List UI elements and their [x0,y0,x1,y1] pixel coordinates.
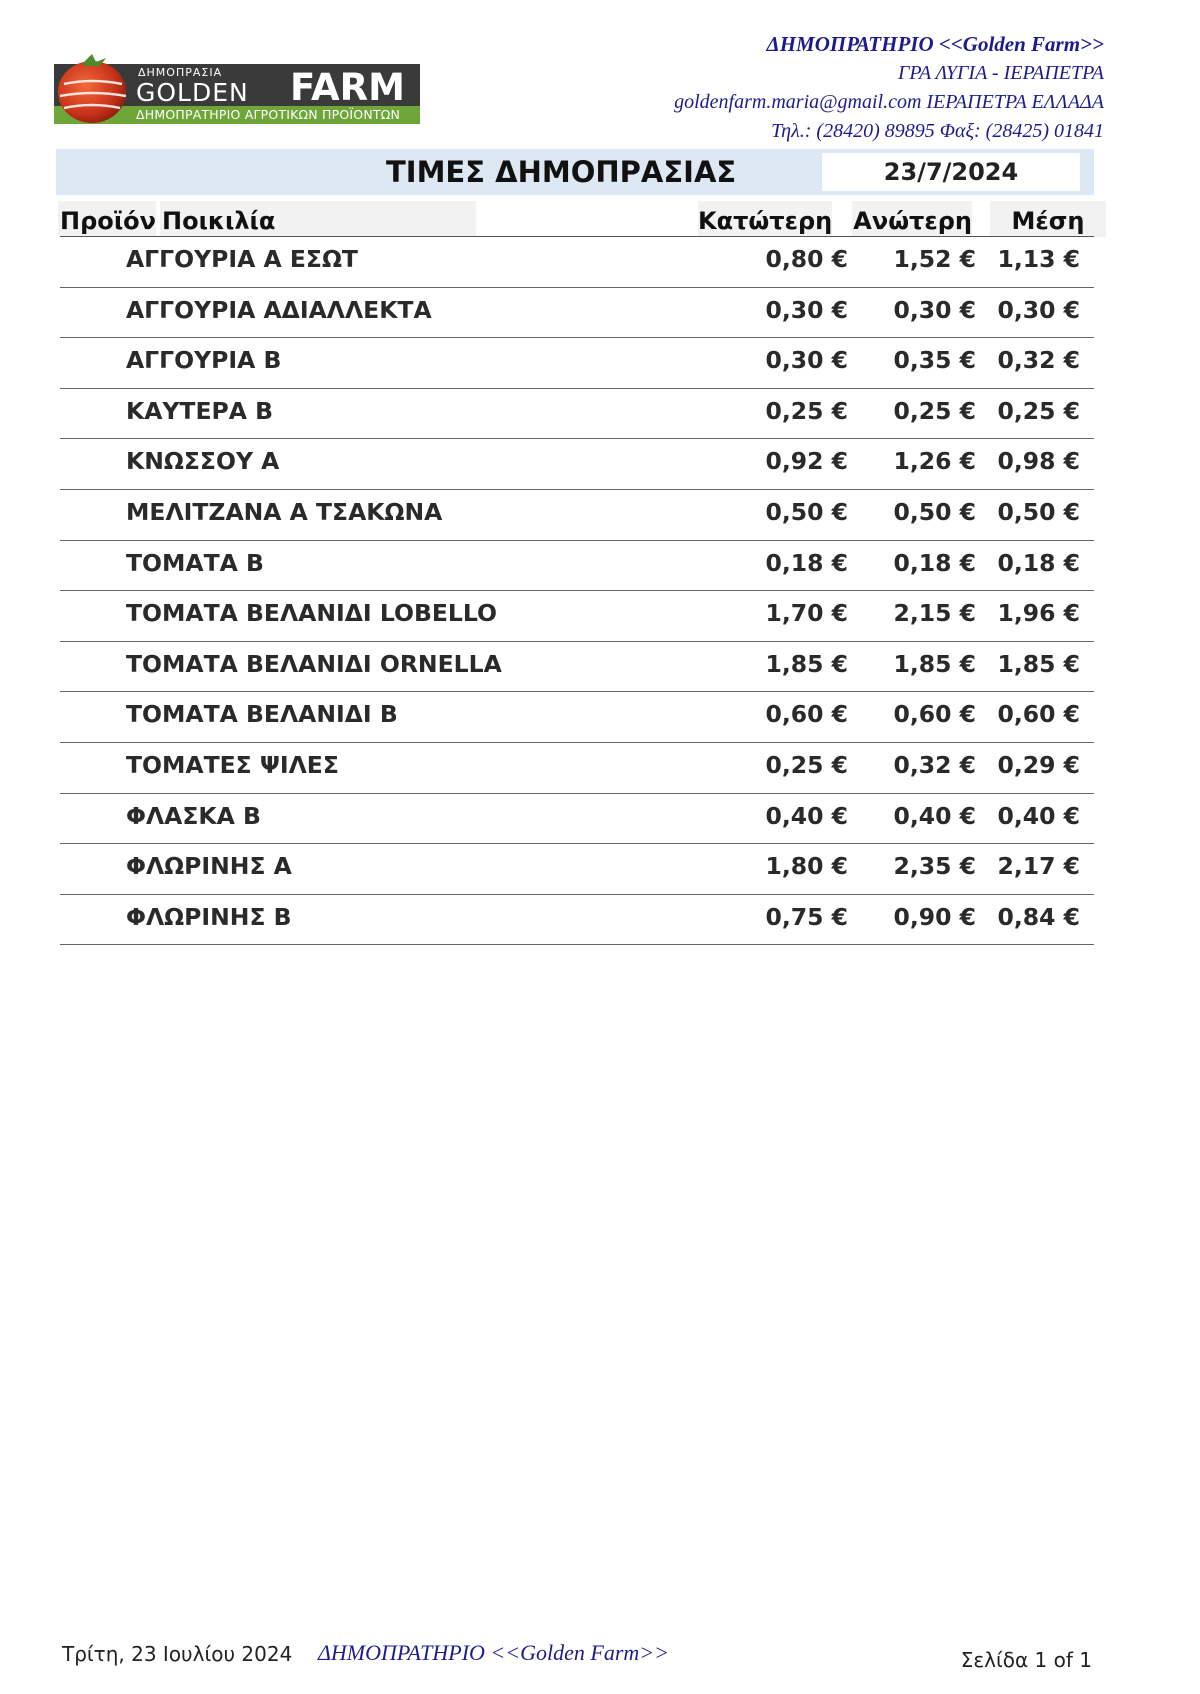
logo-farm-text: FARM [290,66,405,109]
row-avg: 0,40 € [997,801,1080,830]
company-logo [54,48,420,125]
footer-page-number: Σελίδα 1 of 1 [960,1648,1092,1672]
row-name: ΦΛΩΡΙΝΗΣ Β [126,902,292,931]
tomato-icon [54,48,132,125]
column-header-product: Προϊόν [58,201,156,237]
row-name: ΤΟΜΑΤΑ ΒΕΛΑΝΙΔΙ Β [126,700,398,729]
row-avg: 0,32 € [997,346,1080,375]
row-high: 0,35 € [893,346,976,375]
row-avg: 0,25 € [997,396,1080,425]
footer-company: ΔΗΜΟΠΡΑΤΗΡΙΟ <<Golden Farm>> [318,1640,669,1665]
table-row [60,743,1094,794]
logo-small-text: ΔΗΜΟΠΡΑΣΙΑ [138,66,223,79]
row-name: ΤΟΜΑΤΑ ΒΕΛΑΝΙΔΙ LOBELLO [126,599,498,628]
row-high: 0,40 € [893,801,976,830]
row-low: 0,25 € [765,396,848,425]
table-row [60,439,1094,490]
row-high: 1,85 € [893,649,976,678]
column-header-high: Ανώτερη [852,201,972,237]
row-low: 0,30 € [765,346,848,375]
table-row [60,642,1094,693]
row-avg: 0,84 € [997,902,1080,931]
column-header-low: Κατώτερη [698,201,832,237]
row-low: 0,40 € [765,801,848,830]
row-avg: 0,98 € [997,447,1080,476]
row-high: 0,18 € [893,548,976,577]
table-row [60,844,1094,895]
row-high: 1,52 € [893,245,976,273]
table-row [60,895,1094,946]
logo-subtitle: ΔΗΜΟΠΡΑΤΗΡΙΟ ΑΓΡΟΤΙΚΩΝ ΠΡΟΪΟΝΤΩΝ [136,107,401,122]
table-row [60,338,1094,389]
row-high: 2,15 € [893,599,976,628]
title-bar [56,149,1094,195]
row-high: 0,25 € [893,396,976,425]
row-low: 0,25 € [765,750,848,779]
row-name: ΑΓΓΟΥΡΙΑ Β [126,346,282,375]
row-low: 1,80 € [765,852,848,881]
row-avg: 2,17 € [997,852,1080,881]
row-low: 0,60 € [765,700,848,729]
row-low: 1,85 € [765,649,848,678]
table-row [60,237,1094,288]
row-avg: 0,29 € [997,750,1080,779]
header-address: ΓΡΑ ΛΥΓΙΑ - ΙΕΡΑΠΕΤΡΑ [897,62,1104,84]
page-title: ΤΙΜΕΣ ΔΗΜΟΠΡΑΣΙΑΣ [386,155,737,189]
row-avg: 1,96 € [997,599,1080,628]
row-name: ΚΑΥΤΕΡΑ Β [126,396,274,425]
table-row [60,591,1094,642]
row-high: 0,30 € [893,295,976,324]
row-name: ΑΓΓΟΥΡΙΑ Α ΕΣΩΤ [126,245,358,273]
row-avg: 0,50 € [997,497,1080,526]
row-high: 1,26 € [893,447,976,476]
row-low: 0,80 € [765,245,848,273]
row-avg: 1,13 € [997,245,1080,273]
row-name: ΜΕΛΙΤΖΑΝΑ Α ΤΣΑΚΩΝΑ [126,497,443,526]
column-header-avg: Μέση [990,201,1106,237]
row-name: ΦΛΩΡΙΝΗΣ Α [126,852,292,881]
row-name: ΤΟΜΑΤΕΣ ΨΙΛΕΣ [126,750,339,779]
row-name: ΑΓΓΟΥΡΙΑ ΑΔΙΑΛΛΕΚΤΑ [126,295,432,324]
table-row [60,389,1094,440]
row-name: ΤΟΜΑΤΑ ΒΕΛΑΝΙΔΙ ORNELLA [126,649,502,678]
row-high: 0,60 € [893,700,976,729]
row-high: 0,90 € [893,902,976,931]
table-row [60,541,1094,592]
column-header-variety: Ποικιλία [160,201,476,237]
footer-date: Τρίτη, 23 Ιουλίου 2024 [62,1642,293,1666]
logo-golden-text: GOLDEN [136,78,249,107]
row-high: 2,35 € [893,852,976,881]
price-table [60,237,1094,945]
row-name: ΤΟΜΑΤΑ Β [126,548,264,577]
table-row [60,288,1094,339]
row-low: 0,50 € [765,497,848,526]
row-high: 0,50 € [893,497,976,526]
row-avg: 0,60 € [997,700,1080,729]
row-avg: 0,30 € [997,295,1080,324]
row-low: 0,92 € [765,447,848,476]
row-avg: 0,18 € [997,548,1080,577]
table-row [60,490,1094,541]
row-high: 0,32 € [893,750,976,779]
row-low: 0,18 € [765,548,848,577]
row-low: 1,70 € [765,599,848,628]
header-company: ΔΗΜΟΠΡΑΤΗΡΙΟ <<Golden Farm>> [766,32,1104,56]
table-row [60,794,1094,845]
row-low: 0,75 € [765,902,848,931]
row-name: ΚΝΩΣΣΟΥ Α [126,447,280,476]
header-email-location: goldenfarm.maria@gmail.com ΙΕΡΑΠΕΤΡΑ ΕΛΛΑΔΑ [674,91,1104,113]
row-low: 0,30 € [765,295,848,324]
table-row [60,692,1094,743]
row-avg: 1,85 € [997,649,1080,678]
auction-date: 23/7/2024 [822,153,1080,191]
header-phones: Τηλ.: (28420) 89895 Φαξ: (28425) 01841 [771,120,1104,142]
row-name: ΦΛΑΣΚΑ Β [126,801,261,830]
